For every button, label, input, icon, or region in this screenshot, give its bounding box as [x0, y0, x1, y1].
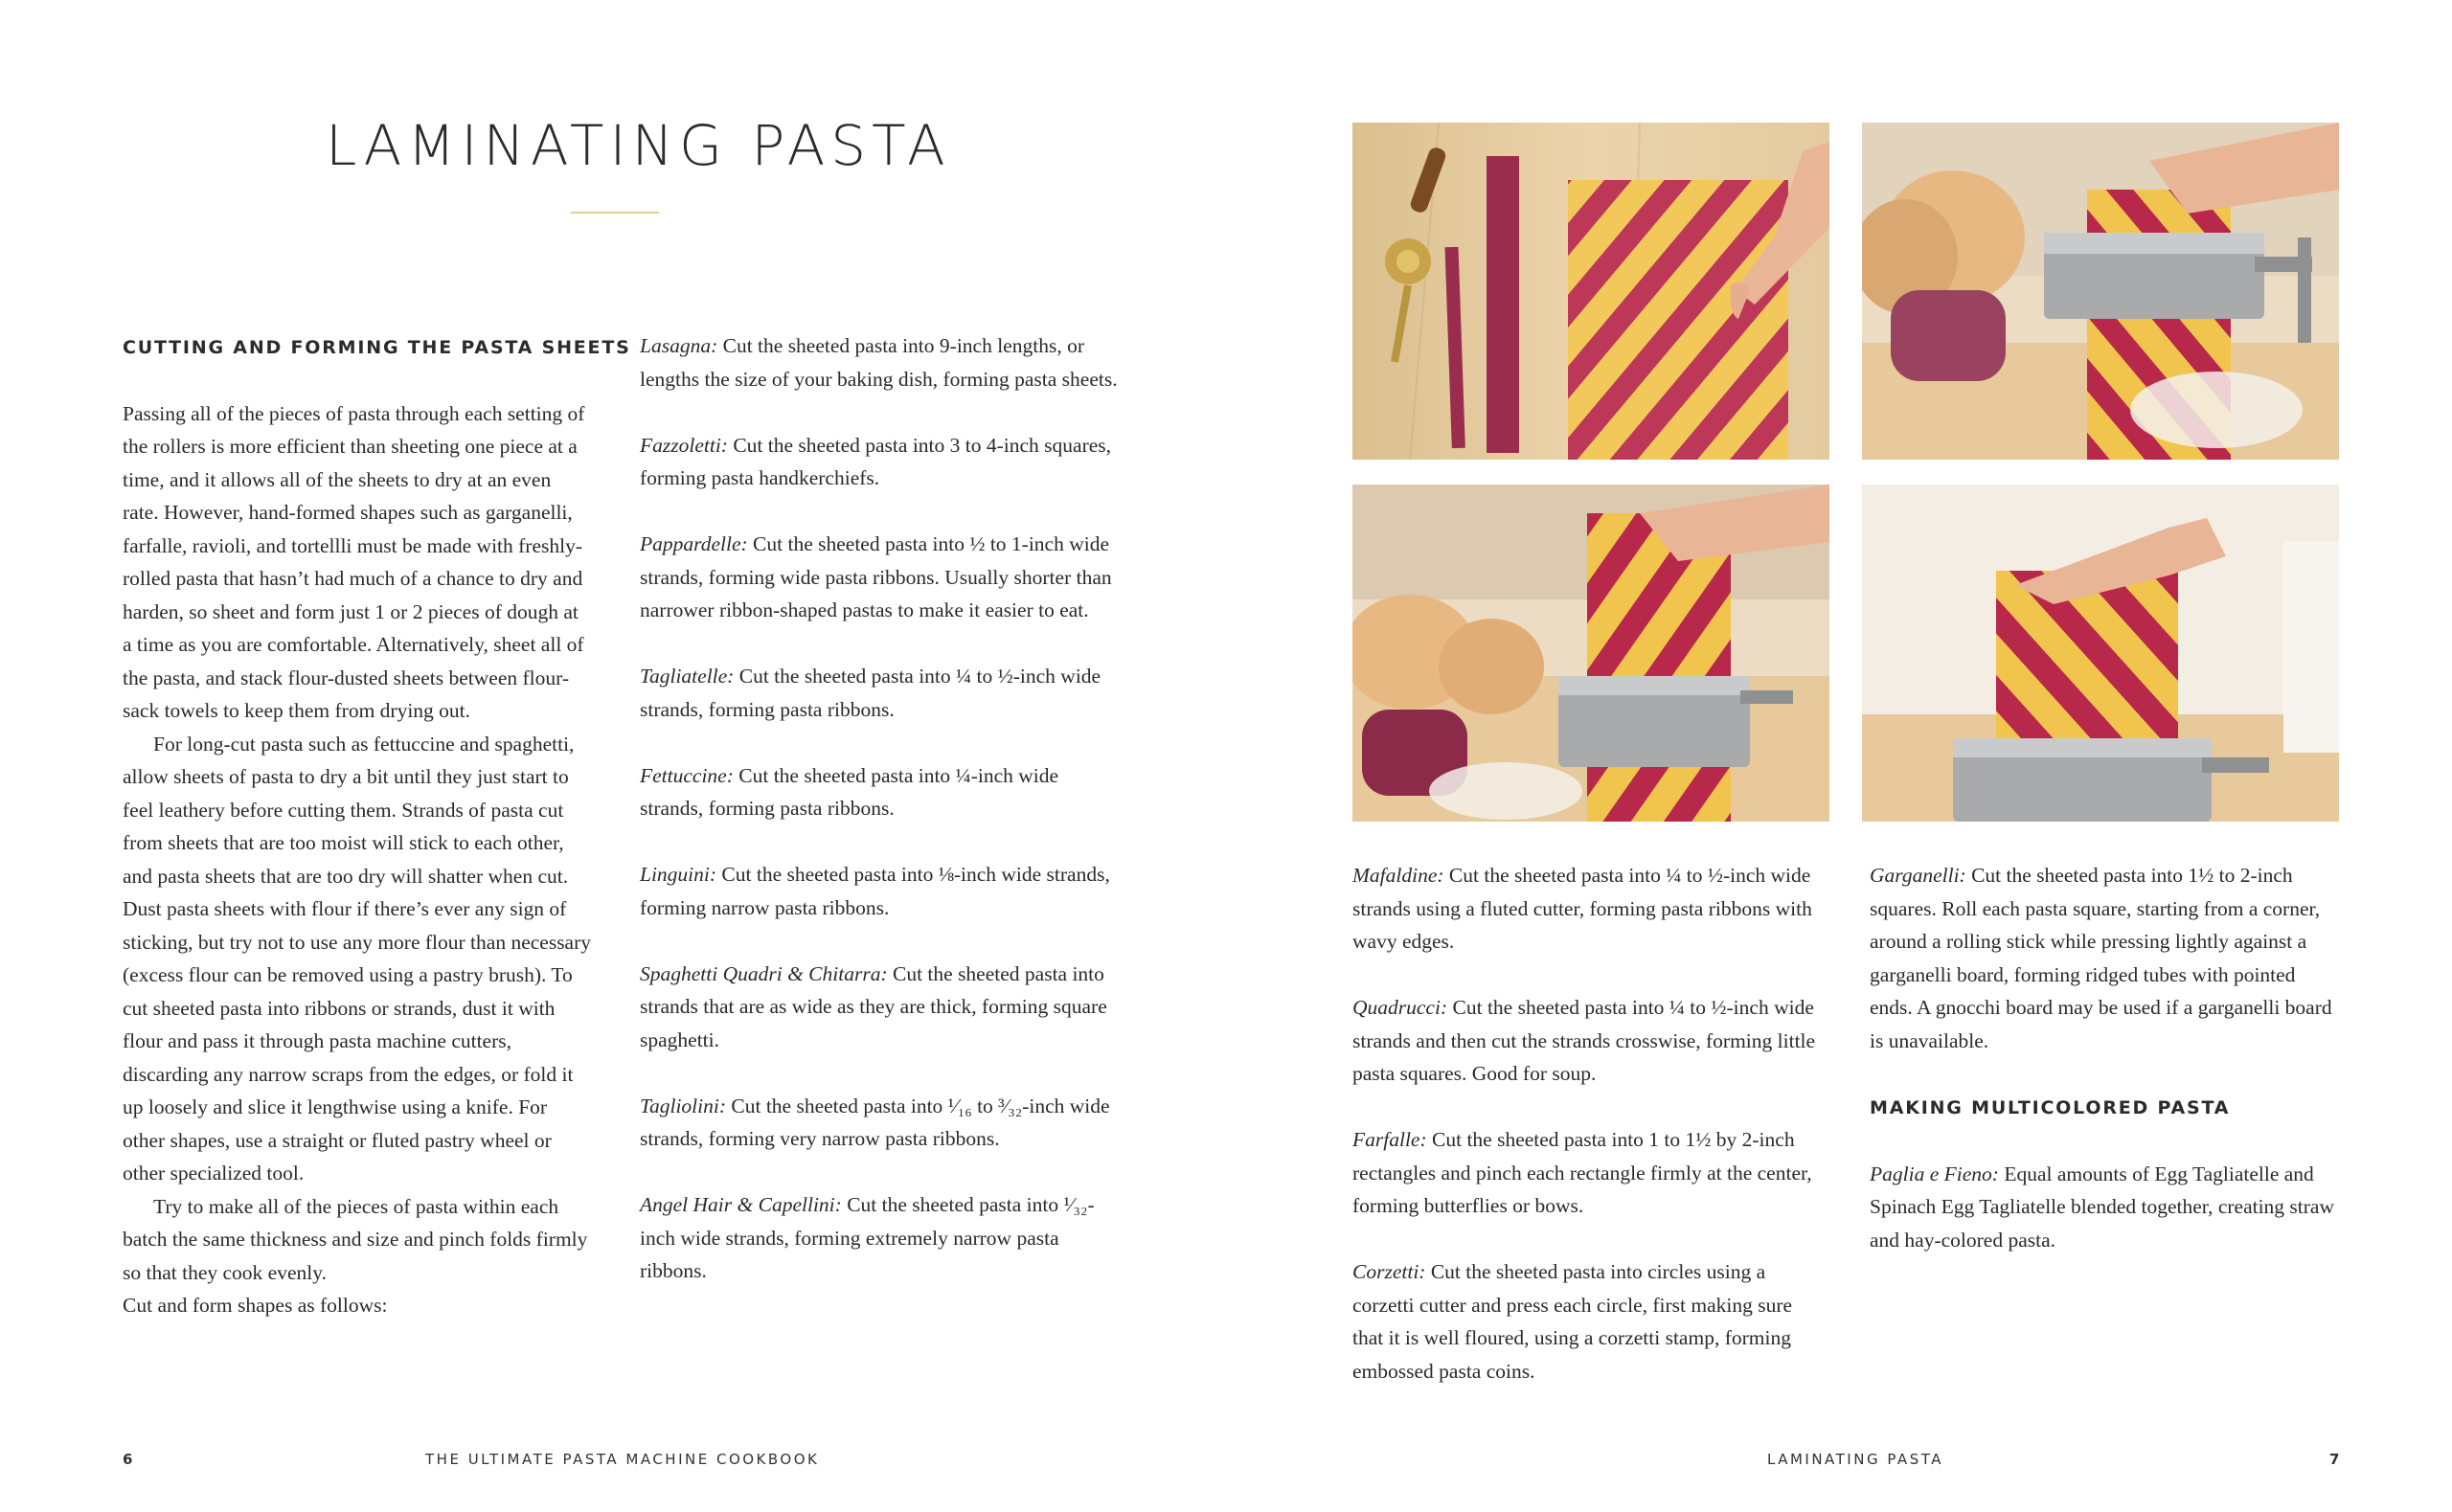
shape-description: Cut the sheeted pasta into strands that are as wide as they are thick, forming square spaghetti.	[640, 961, 1107, 1051]
shape-name: Fettuccine:	[640, 763, 734, 787]
photo-rolled-striped-sheet	[1862, 485, 2339, 822]
shapes-column-1	[640, 329, 1119, 1288]
shape-item	[640, 329, 1119, 395]
shape-item	[640, 759, 1119, 825]
shape-description: Equal amounts of Egg Tagliatelle and Spinach Egg Tagliatelle blended together, creating straw and hay-colored pasta.	[1870, 1162, 2334, 1252]
shape-name: Garganelli:	[1870, 864, 1966, 887]
shape-description: Cut the sheeted pasta into ¹⁄₁₆ to ³⁄₃₂-inch wide strands, forming very narrow pasta ribbons.	[640, 1094, 1110, 1150]
paragraph-long-cut: For long-cut pasta such as fettuccine and spaghetti, allow sheets of pasta to dry a bit until they just start to feel leathery before cutting them. Strands of pasta cut from sheets that are too moist will stick to each other, and pasta sheets that are too dry will shatter when cut. Dust pasta sheets with flour if there’s ever any sign of sticking, but try not to use any more flour than necessary (excess flour can be removed using a pastry brush). To cut sheeted pasta into ribbons or strands, dust it with flour and pass it through pasta machine cutters, discarding any narrow scraps from the edges, or fold it up loosely and slice it lengthwise using a knife. For other shapes, use a straight or fluted pastry wheel or other specialized tool.	[123, 732, 592, 1185]
shape-description: Cut the sheeted pasta into ¼ to ½-inch wide strands and then cut the strands crosswise, forming little pasta squares. Good for soup.	[1352, 996, 1816, 1085]
title-divider	[571, 212, 659, 214]
shape-name: Corzetti:	[1352, 1260, 1426, 1283]
shape-description: Cut the sheeted pasta into ¼ to ½-inch wide strands using a fluted cutter, forming pasta ribbons with wavy edges.	[1352, 864, 1812, 953]
paragraph-even-size: Try to make all of the pieces of pasta within each batch the same thickness and size and pinch folds firmly so that they cook evenly.	[123, 1194, 588, 1284]
paragraph-cut-as-follows: Cut and form shapes as follows:	[123, 1294, 388, 1317]
cutting-forming-column	[123, 331, 631, 1322]
shape-description: Cut the sheeted pasta into ½ to 1-inch wide strands, forming wide pasta ribbons. Usually shorter than narrower ribbon-shaped pastas to make it easier to eat.	[640, 532, 1112, 621]
shape-item	[640, 958, 1119, 1057]
shape-item	[1352, 859, 1827, 959]
multicolor-item	[1870, 1158, 2339, 1257]
shape-item	[1870, 859, 2339, 1057]
shape-name: Spaghetti Quadri & Chitarra:	[640, 961, 888, 985]
shape-name: Quadrucci:	[1352, 996, 1448, 1019]
shape-description: Cut the sheeted pasta into ¼-inch wide strands, forming pasta ribbons.	[640, 763, 1059, 820]
shape-name: Farfalle:	[1352, 1128, 1427, 1151]
shape-item	[640, 660, 1119, 726]
shape-name: Paglia e Fieno:	[1870, 1162, 1999, 1185]
photo-rolling-striped-sheet	[1862, 123, 2339, 460]
shape-description: Cut the sheeted pasta into ⅛-inch wide strands, forming narrow pasta ribbons.	[640, 863, 1110, 919]
shape-item	[640, 528, 1119, 627]
shape-item	[1352, 1123, 1827, 1223]
shape-description: Cut the sheeted pasta into circles using a corzetti cutter and press each circle, first making sure that it is well floured, using a corzetti stamp, forming embossed pasta coins.	[1352, 1260, 1793, 1383]
shape-name: Pappardelle:	[640, 532, 748, 555]
shape-item	[640, 858, 1119, 924]
shapes-column-2	[1352, 859, 1827, 1388]
shape-description: Cut the sheeted pasta into ¼ to ½-inch wide strands, forming pasta ribbons.	[640, 665, 1101, 721]
page-title: LAMINATING PASTA	[326, 113, 951, 178]
shape-name: Linguini:	[640, 863, 717, 886]
shape-item	[1352, 1255, 1827, 1388]
running-title-left: THE ULTIMATE PASTA MACHINE COOKBOOK	[425, 1451, 820, 1468]
running-title-right: LAMINATING PASTA	[1767, 1451, 1943, 1468]
shape-description: Cut the sheeted pasta into 3 to 4-inch squares, forming pasta handkerchiefs.	[640, 433, 1112, 489]
photo-cutting-striped-pasta	[1352, 123, 1829, 460]
shape-name: Tagliolini:	[640, 1094, 727, 1117]
paragraph-sheeting: Passing all of the pieces of pasta through each setting of the rollers is more efficient than sheeting one piece at a time, and it allows all of the sheets to dry at an even rate. However, hand-formed shapes such as garganelli, farfalle, ravioli, and tortellli must be made with freshly-rolled pasta that hasn’t had much of a chance to dry and harden, so sheet and form just 1 or 2 pieces of dough at a time as you are comfortable. Alternatively, sheet all of the pasta, and stack flour-dusted sheets between flour-sack towels to keep them from drying out.	[123, 401, 585, 722]
garganelli-multicolor-column	[1870, 859, 2339, 1256]
shape-item	[1352, 991, 1827, 1091]
shape-description: Cut the sheeted pasta into 1 to 1½ by 2-inch rectangles and pinch each rectangle firmly at the center, forming butterflies or bows.	[1352, 1128, 1812, 1217]
shape-name: Mafaldine:	[1352, 864, 1444, 887]
shape-name: Angel Hair & Capellini:	[640, 1193, 842, 1216]
shape-name: Fazzoletti:	[640, 433, 728, 457]
photo-feeding-pasta-machine	[1352, 485, 1829, 822]
section-heading-multicolored: MAKING MULTICOLORED PASTA	[1870, 1097, 2231, 1118]
shape-name: Lasagna:	[640, 334, 718, 357]
page-number-left: 6	[123, 1451, 133, 1468]
shape-description: Cut the sheeted pasta into 9-inch lengths, or lengths the size of your baking dish, forming pasta sheets.	[640, 334, 1118, 391]
shape-description: Cut the sheeted pasta into 1½ to 2-inch squares. Roll each pasta square, starting from a corner, around a rolling stick while pressing lightly against a garganelli board, forming ridged tubes with pointed ends. A gnocchi board may be used if a garganelli board is unavailable.	[1870, 864, 2332, 1052]
shape-description: Cut the sheeted pasta into ¹⁄₃₂-inch wide strands, forming extremely narrow pasta ribbons.	[640, 1193, 1095, 1282]
shape-item	[640, 1188, 1119, 1288]
shape-item	[640, 1090, 1119, 1156]
page-number-right: 7	[2329, 1451, 2340, 1468]
shape-item	[640, 429, 1119, 495]
section-heading-cutting: CUTTING AND FORMING THE PASTA SHEETS	[123, 337, 631, 358]
shape-name: Tagliatelle:	[640, 665, 735, 688]
